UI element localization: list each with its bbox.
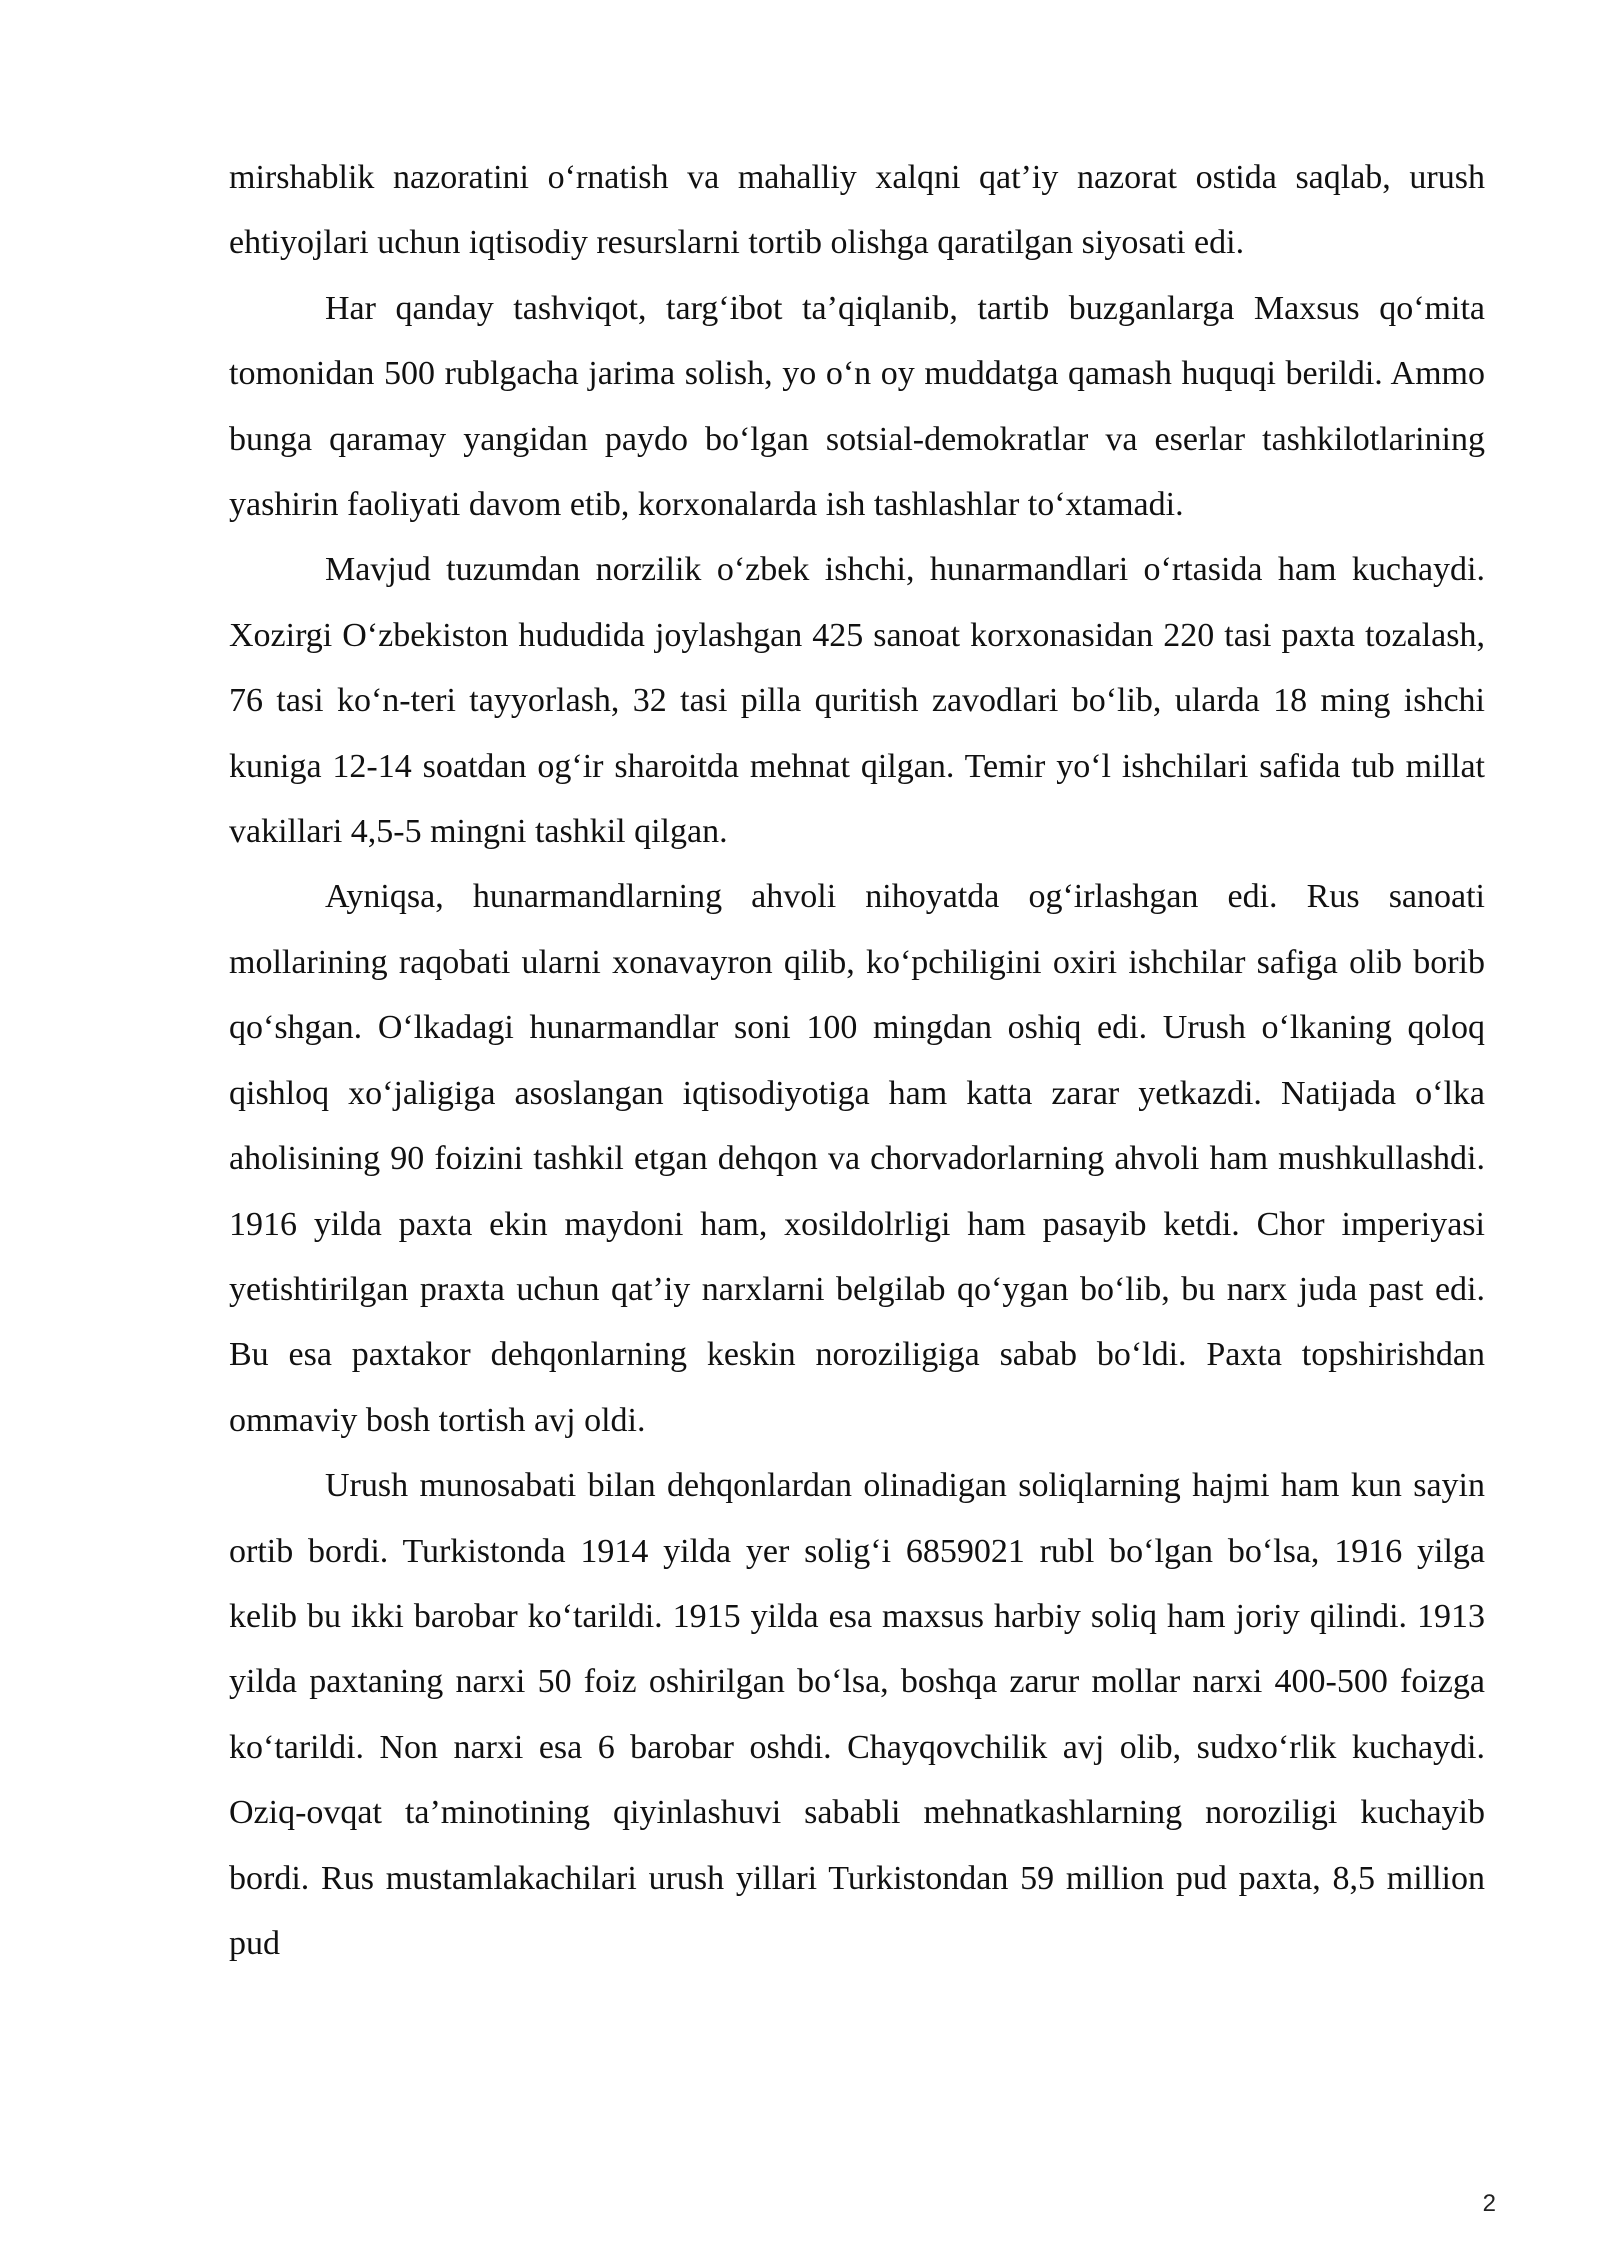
body-text xyxy=(229,145,1485,1976)
page-number: 2 xyxy=(1482,2190,1496,2217)
paragraph-4: Ayniqsa, hunarmandlarning ahvoli nihoyatda og‘irlashgan edi. Rus sanoati mollarining raqobati ularni xonavayron qilib, ko‘pchiligini oxiri ishchilar safiga olib borib qo‘shgan. O‘lkadagi hunarmandlar soni 100 mingdan oshiq edi. Urush o‘lkaning qoloq qishloq xo‘jaligiga asoslangan iqtisodiyotiga ham katta zarar yetkazdi. Natijada o‘lka aholisining 90 foizini tashkil etgan dehqon va chorvadorlarning ahvoli ham mushkullashdi. 1916 yilda paxta ekin maydoni ham, xosildolrligi ham pasayib ketdi. Chor imperiyasi yetishtirilgan praxta uchun qat’iy narxlarni belgilab qo‘ygan bo‘lib, bu narx juda past edi. Bu esa paxtakor dehqonlarning keskin noroziligiga sabab bo‘ldi. Paxta topshirishdan ommaviy bosh tortish avj oldi. xyxy=(229,878,1485,1439)
paragraph-2: Har qanday tashviqot, targ‘ibot ta’qiqlanib, tartib buzganlarga Maxsus qo‘mita tomonidan 500 rublgacha jarima solish, yo o‘n oy muddatga qamash huquqi berildi. Ammo bunga qaramay yangidan paydo bo‘lgan sotsial-demokratlar va eserlar tashkilotlarining yashirin faoliyati davom etib, korxonalarda ish tashlashlar to‘xtamadi. xyxy=(229,289,1485,524)
paragraph-3: Mavjud tuzumdan norzilik o‘zbek ishchi, hunarmandlari o‘rtasida ham kuchaydi. Xozirgi O‘zbekiston hududida joylashgan 425 sanoat korxonasidan 220 tasi paxta tozalash, 76 tasi ko‘n-teri tayyorlash, 32 tasi pilla quritish zavodlari bo‘lib, ularda 18 ming ishchi kuniga 12-14 soatdan og‘ir sharoitda mehnat qilgan. Temir yo‘l ishchilari safida tub millat vakillari 4,5-5 mingni tashkil qilgan. xyxy=(229,551,1485,851)
paragraph-5: Urush munosabati bilan dehqonlardan olinadigan soliqlarning hajmi ham kun sayin ortib bordi. Turkistonda 1914 yilda yer solig‘i 6859021 rubl bo‘lgan bo‘lsa, 1916 yilga kelib bu ikki barobar ko‘tarildi. 1915 yilda esa maxsus harbiy soliq ham joriy qilindi. 1913 yilda paxtaning narxi 50 foiz oshirilgan bo‘lsa, boshqa zarur mollar narxi 400-500 foizga ko‘tarildi. Non narxi esa 6 barobar oshdi. Chayqovchilik avj olib, sudxo‘rlik kuchaydi. Oziq-ovqat ta’minotining qiyinlashuvi sababli mehnatkashlarning noroziligi kuchayib bordi. Rus mustamlakachilari urush yillari Turkistondan 59 million pud paxta, 8,5 million pud xyxy=(229,1467,1485,1962)
paragraph-1: mirshablik nazoratini o‘rnatish va mahalliy xalqni qat’iy nazorat ostida saqlab, urush ehtiyojlari uchun iqtisodiy resurslarni tortib olishga qaratilgan siyosati edi. xyxy=(229,159,1485,262)
